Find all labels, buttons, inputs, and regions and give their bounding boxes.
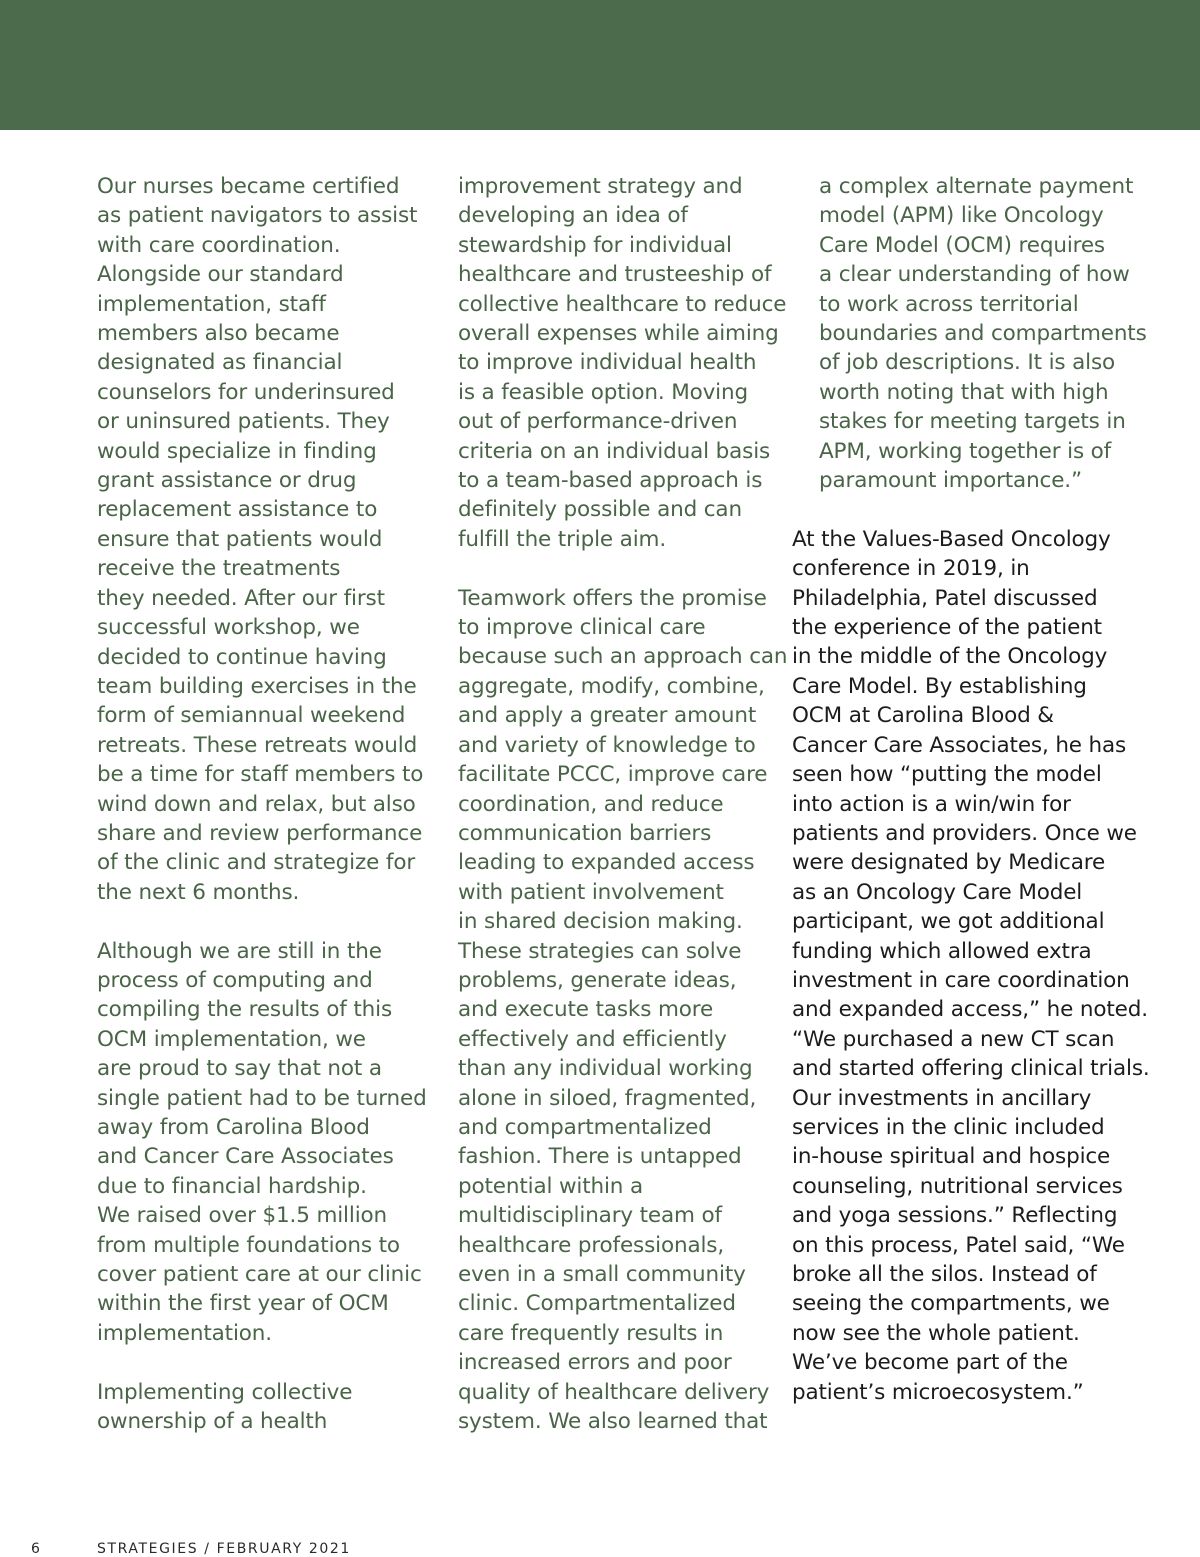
text-line: and execute tasks more — [458, 997, 714, 1023]
text-line: clinic. Compartmentalized — [458, 1291, 736, 1317]
text-line: and started offering clinical trials. — [792, 1056, 1150, 1082]
text-line: share and review performance — [97, 820, 423, 846]
text-line: participant, we got additional — [792, 909, 1105, 935]
text-line: aggregate, modify, combine, — [458, 673, 765, 699]
col1-paragraph-2 — [97, 937, 427, 1349]
column-1 — [97, 172, 427, 1436]
text-line: than any individual working — [458, 1056, 753, 1082]
text-line: multidisciplinary team of — [458, 1203, 722, 1229]
text-line: a complex alternate payment — [819, 174, 1134, 199]
text-line: seen how “putting the model — [792, 762, 1102, 788]
page-number: 6 — [31, 1541, 42, 1557]
text-line: as patient navigators to assist — [97, 203, 418, 229]
publication-title: STRATEGIES / FEBRUARY 2021 — [97, 1541, 351, 1557]
text-line: paramount importance.” — [819, 468, 1082, 494]
text-line: designated as financial — [97, 350, 343, 376]
text-line: At the Values-Based Oncology — [792, 526, 1111, 552]
col2-paragraph-1 — [458, 172, 788, 554]
text-line: away from Carolina Blood — [97, 1114, 370, 1140]
text-line: counseling, nutritional services — [792, 1173, 1123, 1199]
text-line: patient’s microecosystem.” — [792, 1379, 1084, 1405]
column-2 — [458, 172, 788, 1436]
text-line: seeing the compartments, we — [792, 1291, 1110, 1317]
text-line: to improve clinical care — [458, 615, 706, 641]
text-line: Our nurses became certified — [97, 174, 400, 199]
text-line: compiling the results of this — [97, 997, 393, 1023]
text-line: funding which allowed extra — [792, 938, 1092, 964]
text-line: quality of healthcare delivery — [458, 1379, 770, 1405]
text-line: form of semiannual weekend — [97, 703, 406, 729]
header-band — [0, 0, 1200, 130]
column-3 — [792, 172, 1150, 1407]
text-line: boundaries and compartments — [819, 321, 1147, 347]
text-line: because such an approach can — [458, 644, 788, 670]
text-line: Although we are still in the — [97, 938, 382, 964]
text-line: facilitate PCCC, improve care — [458, 762, 768, 788]
text-line: OCM implementation, we — [97, 1026, 366, 1052]
text-line: Philadelphia, Patel discussed — [792, 585, 1098, 611]
text-line: be a time for staff members to — [97, 762, 424, 788]
text-line: as an Oncology Care Model — [792, 879, 1083, 905]
text-line: effectively and efficiently — [458, 1026, 727, 1052]
text-line: to a team-based approach is — [458, 468, 763, 494]
text-line: Care Model (OCM) requires — [819, 232, 1105, 258]
text-line: healthcare and trusteeship of — [458, 262, 772, 288]
text-line: investment in care coordination — [792, 967, 1130, 993]
pull-quote-continuation — [792, 172, 1147, 495]
text-line: stakes for meeting targets in — [819, 409, 1126, 435]
text-line: coordination, and reduce — [458, 791, 724, 817]
text-line: the experience of the patient — [792, 615, 1102, 641]
text-line: to work across territorial — [819, 291, 1079, 317]
text-line: the next 6 months. — [97, 879, 300, 905]
text-line: developing an idea of — [458, 203, 688, 229]
text-line: APM, working together is of — [819, 438, 1112, 464]
text-line: Teamwork offers the promise — [458, 585, 767, 611]
text-line: into action is a win/win for — [792, 791, 1071, 817]
text-line: fashion. There is untapped — [458, 1144, 742, 1170]
text-line: stewardship for individual — [458, 232, 732, 258]
text-line: from multiple foundations to — [97, 1232, 400, 1258]
text-line: within the first year of OCM — [97, 1291, 389, 1317]
text-line: now see the whole patient. — [792, 1320, 1080, 1346]
text-line: process of computing and — [97, 967, 373, 993]
text-line: with care coordination. — [97, 232, 341, 258]
col1-paragraph-3 — [97, 1378, 427, 1437]
col2-paragraph-2 — [458, 584, 788, 1437]
text-line: even in a small community — [458, 1262, 746, 1288]
text-line: and apply a greater amount — [458, 703, 757, 729]
text-line: healthcare professionals, — [458, 1232, 725, 1258]
text-line: or uninsured patients. They — [97, 409, 390, 435]
text-line: in the middle of the Oncology — [792, 644, 1108, 670]
text-line: cover patient care at our clinic — [97, 1262, 422, 1288]
text-line: implementation. — [97, 1320, 272, 1346]
text-line: they needed. After our first — [97, 585, 385, 611]
text-line: of the clinic and strategize for — [97, 850, 416, 876]
text-line: implementation, staff — [97, 291, 326, 317]
text-line: Cancer Care Associates, he has — [792, 732, 1127, 758]
text-line: are proud to say that not a — [97, 1056, 382, 1082]
text-line: problems, generate ideas, — [458, 967, 737, 993]
text-line: out of performance-driven — [458, 409, 738, 435]
text-line: in-house spiritual and hospice — [792, 1144, 1111, 1170]
text-line: would specialize in finding — [97, 438, 377, 464]
text-line: conference in 2019, in — [792, 556, 1030, 582]
text-line: OCM at Carolina Blood & — [792, 703, 1054, 729]
text-line: We’ve become part of the — [792, 1350, 1068, 1376]
text-line: grant assistance or drug — [97, 468, 357, 494]
text-line: definitely possible and can — [458, 497, 742, 523]
text-line: wind down and relax, but also — [97, 791, 416, 817]
text-line: single patient had to be turned — [97, 1085, 427, 1111]
text-line: and Cancer Care Associates — [97, 1144, 394, 1170]
text-line: fulfill the triple aim. — [458, 526, 667, 552]
text-line: patients and providers. Once we — [792, 820, 1137, 846]
text-line: is a feasible option. Moving — [458, 379, 748, 405]
text-line: Alongside our standard — [97, 262, 344, 288]
text-line: improvement strategy and — [458, 174, 743, 199]
text-line: overall expenses while aiming — [458, 321, 779, 347]
text-line: with patient involvement — [458, 879, 724, 905]
text-line: in shared decision making. — [458, 909, 743, 935]
text-line: ensure that patients would — [97, 526, 383, 552]
text-line: team building exercises in the — [97, 673, 417, 699]
text-line: care frequently results in — [458, 1320, 724, 1346]
text-line: We raised over $1.5 million — [97, 1203, 388, 1229]
text-line: of job descriptions. It is also — [819, 350, 1116, 376]
text-line: and yoga sessions.” Reflecting — [792, 1203, 1118, 1229]
text-line: replacement assistance to — [97, 497, 378, 523]
text-line: broke all the silos. Instead of — [792, 1262, 1097, 1288]
text-line: alone in siloed, fragmented, — [458, 1085, 757, 1111]
text-line: These strategies can solve — [458, 938, 742, 964]
text-line: on this process, Patel said, “We — [792, 1232, 1125, 1258]
col1-paragraph-1 — [97, 172, 427, 907]
text-line: increased errors and poor — [458, 1350, 732, 1376]
text-line: potential within a — [458, 1173, 643, 1199]
text-line: and expanded access,” he noted. — [792, 997, 1148, 1023]
text-line: members also became — [97, 321, 340, 347]
text-line: model (APM) like Oncology — [819, 203, 1104, 229]
text-line: communication barriers — [458, 820, 712, 846]
text-line: criteria on an individual basis — [458, 438, 771, 464]
text-line: a clear understanding of how — [819, 262, 1130, 288]
text-line: retreats. These retreats would — [97, 732, 418, 758]
text-line: due to financial hardship. — [97, 1173, 367, 1199]
text-line: and compartmentalized — [458, 1114, 712, 1140]
text-line: services in the clinic included — [792, 1114, 1105, 1140]
text-line: to improve individual health — [458, 350, 757, 376]
text-line: and variety of knowledge to — [458, 732, 756, 758]
text-line: receive the treatments — [97, 556, 341, 582]
text-line: “We purchased a new CT scan — [792, 1026, 1115, 1052]
col3-paragraph-1 — [792, 525, 1150, 1407]
text-line: Care Model. By establishing — [792, 673, 1087, 699]
text-line: leading to expanded access — [458, 850, 755, 876]
text-line: system. We also learned that — [458, 1409, 768, 1435]
text-line: successful workshop, we — [97, 615, 360, 641]
text-line: decided to continue having — [97, 644, 387, 670]
text-line: were designated by Medicare — [792, 850, 1106, 876]
text-line: counselors for underinsured — [97, 379, 395, 405]
text-line: ownership of a health — [97, 1409, 328, 1435]
text-line: worth noting that with high — [819, 379, 1109, 405]
text-line: Implementing collective — [97, 1379, 353, 1405]
text-line: Our investments in ancillary — [792, 1085, 1092, 1111]
text-line: collective healthcare to reduce — [458, 291, 787, 317]
